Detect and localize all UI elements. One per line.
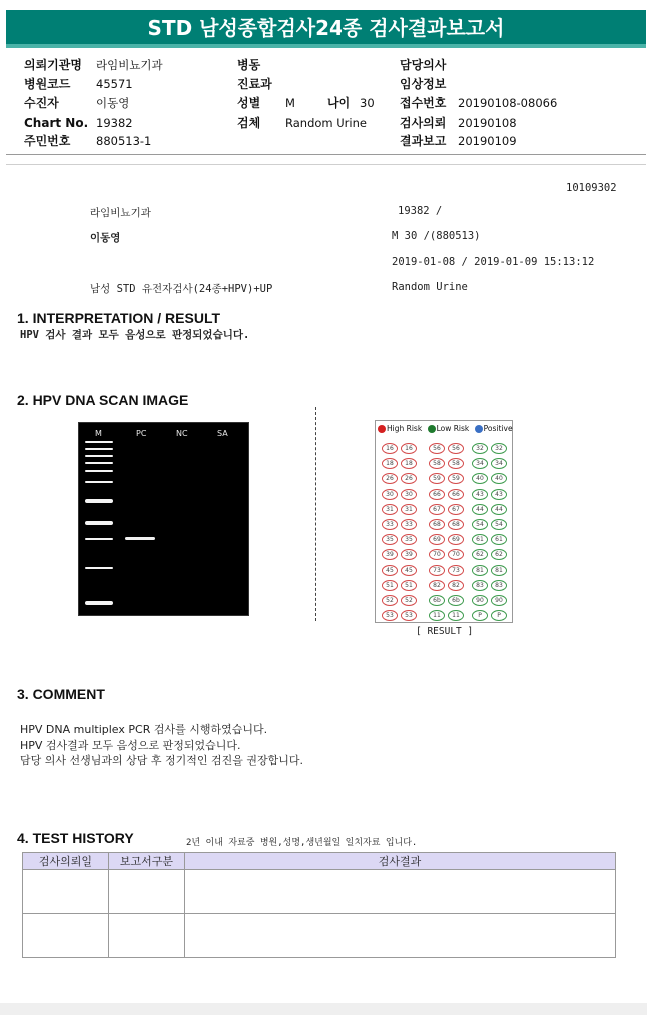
hpv-genotype-spot: P <box>472 610 488 621</box>
info-sex-age: M 30 /(880513) <box>392 230 481 242</box>
hpv-genotype-spot: 30 <box>401 489 417 500</box>
hpv-genotype-spot: 6b <box>429 595 445 606</box>
hpv-genotype-spot: 53 <box>382 610 398 621</box>
scan-caption: [ RESULT ] <box>416 626 474 637</box>
hpv-genotype-spot: 16 <box>401 443 417 454</box>
info-clinic: 라임비뇨기과 <box>90 207 151 219</box>
gel-lane-m: M <box>95 429 102 438</box>
hpv-genotype-spot: 54 <box>491 519 507 530</box>
label-request-date: 검사의뢰 <box>400 116 447 130</box>
hpv-genotype-spot: 44 <box>491 504 507 515</box>
hpv-genotype-spot: 52 <box>401 595 417 606</box>
table-cell <box>109 914 185 958</box>
page-footer-band <box>0 1003 647 1015</box>
image-divider <box>315 407 316 621</box>
value-patient: 이동영 <box>96 96 130 110</box>
hpv-genotype-spot: 66 <box>429 489 445 500</box>
divider-bottom <box>6 164 646 165</box>
hpv-genotype-spot: 31 <box>382 504 398 515</box>
hpv-genotype-spot: 58 <box>429 458 445 469</box>
hpv-genotype-spot: 43 <box>472 489 488 500</box>
label-chart-no: Chart No. <box>24 116 89 130</box>
hpv-genotype-spot: 26 <box>382 473 398 484</box>
value-specimen: Random Urine <box>285 116 367 130</box>
column-header-request-date: 검사의뢰일 <box>23 853 109 870</box>
interpretation-text: HPV 검사 결과 모두 음성으로 판정되었습니다. <box>20 329 250 341</box>
label-sex: 성별 <box>237 96 261 110</box>
hpv-genotype-spot: 62 <box>491 549 507 560</box>
hpv-genotype-spot: 68 <box>429 519 445 530</box>
marker-band <box>85 470 113 472</box>
value-receipt-number: 20190108-08066 <box>458 96 558 110</box>
divider-top <box>6 154 646 155</box>
table-cell <box>23 914 109 958</box>
section-test-history-title: 4. TEST HISTORY <box>17 830 134 846</box>
label-specimen: 검체 <box>237 116 261 130</box>
hpv-genotype-spot: 54 <box>472 519 488 530</box>
hpv-genotype-spot: 70 <box>448 549 464 560</box>
comment-line: HPV 검사결과 모두 음성으로 판정되었습니다. <box>20 739 241 752</box>
hpv-genotype-spot: 18 <box>382 458 398 469</box>
legend-positive: Positive <box>483 424 513 433</box>
hpv-genotype-spot: 69 <box>429 534 445 545</box>
marker-band <box>85 567 113 569</box>
hpv-genotype-spot: 26 <box>401 473 417 484</box>
comment-line: HPV DNA multiplex PCR 검사를 시행하였습니다. <box>20 723 268 736</box>
hpv-genotype-spot: 16 <box>382 443 398 454</box>
hpv-genotype-spot: 56 <box>429 443 445 454</box>
marker-band <box>85 462 113 464</box>
table-row <box>23 870 616 914</box>
table-row <box>23 914 616 958</box>
table-cell <box>23 870 109 914</box>
label-department: 진료과 <box>237 77 272 91</box>
positive-control-band <box>125 537 155 540</box>
label-ward: 병동 <box>237 58 261 72</box>
high-risk-dot <box>378 425 386 433</box>
marker-band <box>85 499 113 503</box>
test-history-table <box>22 852 616 958</box>
hpv-genotype-spot: 11 <box>448 610 464 621</box>
label-receipt-number: 접수번호 <box>400 96 447 110</box>
hpv-genotype-spot: 18 <box>401 458 417 469</box>
test-history-note: 2년 이내 자료중 병원,성명,생년월일 일치자료 입니다. <box>186 838 418 848</box>
hpv-genotype-spot: 56 <box>448 443 464 454</box>
info-test-name: 남성 STD 유전자검사(24종+HPV)+UP <box>90 283 273 295</box>
section-comment-title: 3. COMMENT <box>17 686 105 702</box>
gel-electrophoresis-image <box>78 422 249 616</box>
hpv-genotype-spot: 33 <box>382 519 398 530</box>
hpv-genotype-spot: 62 <box>472 549 488 560</box>
hpv-genotype-spot: 45 <box>382 565 398 576</box>
hpv-genotype-spot: 39 <box>401 549 417 560</box>
hpv-genotype-spot: 31 <box>401 504 417 515</box>
low-risk-dot <box>428 425 436 433</box>
value-chart-no: 19382 <box>96 116 133 130</box>
hpv-genotype-spot: 40 <box>472 473 488 484</box>
label-report-date: 결과보고 <box>400 134 447 148</box>
label-age: 나이 <box>327 96 351 110</box>
value-hospital-code: 45571 <box>96 77 133 91</box>
label-hospital-code: 병원코드 <box>24 77 71 91</box>
hpv-genotype-spot: 69 <box>448 534 464 545</box>
hpv-genotype-spot: 82 <box>429 580 445 591</box>
hpv-genotype-spot: 32 <box>491 443 507 454</box>
hpv-genotype-spot: 59 <box>448 473 464 484</box>
hpv-genotype-spot: 68 <box>448 519 464 530</box>
info-dates: 2019-01-08 / 2019-01-09 15:13:12 <box>392 256 595 268</box>
table-cell <box>185 914 616 958</box>
label-clinical-info: 임상정보 <box>400 77 447 91</box>
hpv-genotype-spot: 73 <box>448 565 464 576</box>
hpv-genotype-spot: 30 <box>382 489 398 500</box>
label-resident-number: 주민번호 <box>24 134 71 148</box>
hpv-genotype-spot: 90 <box>491 595 507 606</box>
hpv-genotype-spot: 67 <box>429 504 445 515</box>
table-cell <box>185 870 616 914</box>
report-title-bar <box>6 10 646 48</box>
report-title: STD 남성종합검사24종 검사결과보고서 <box>147 16 505 40</box>
marker-band <box>85 441 113 443</box>
hpv-genotype-spot: 33 <box>401 519 417 530</box>
gel-lane-nc: NC <box>176 429 188 438</box>
report-code: 10109302 <box>566 182 617 194</box>
hpv-genotype-spot: 51 <box>382 580 398 591</box>
marker-band <box>85 601 113 605</box>
table-header-row <box>23 853 616 870</box>
column-header-result: 검사결과 <box>185 853 616 870</box>
value-age: 30 <box>360 96 375 110</box>
hpv-genotype-spot: 45 <box>401 565 417 576</box>
value-request-date: 20190108 <box>458 116 517 130</box>
hpv-genotype-spot: 59 <box>429 473 445 484</box>
marker-band <box>85 521 113 525</box>
scan-legend <box>378 424 513 433</box>
label-patient: 수진자 <box>24 96 59 110</box>
legend-high-risk: High Risk <box>387 424 423 433</box>
hpv-genotype-spot: 90 <box>472 595 488 606</box>
hpv-scan-result-panel <box>375 420 513 623</box>
hpv-genotype-spot: 32 <box>472 443 488 454</box>
label-requesting-institution: 의뢰기관명 <box>24 58 82 72</box>
marker-band <box>85 448 113 450</box>
hpv-genotype-spot: 35 <box>382 534 398 545</box>
hpv-genotype-spot: 34 <box>472 458 488 469</box>
hpv-genotype-spot: 43 <box>491 489 507 500</box>
hpv-genotype-spot: 40 <box>491 473 507 484</box>
hpv-genotype-spot: 6b <box>448 595 464 606</box>
value-report-date: 20190109 <box>458 134 517 148</box>
hpv-genotype-spot: 70 <box>429 549 445 560</box>
value-requesting-institution: 라임비뇨기과 <box>96 58 163 72</box>
label-attending-doctor: 담당의사 <box>400 58 447 72</box>
marker-band <box>85 455 113 457</box>
hpv-genotype-spot: 83 <box>472 580 488 591</box>
hpv-genotype-spot: 73 <box>429 565 445 576</box>
legend-low-risk: Low Risk <box>436 424 470 433</box>
hpv-genotype-spot: 66 <box>448 489 464 500</box>
hpv-genotype-spot: 83 <box>491 580 507 591</box>
section-scan-image-title: 2. HPV DNA SCAN IMAGE <box>17 392 189 408</box>
value-sex: M <box>285 96 295 110</box>
marker-band <box>85 538 113 540</box>
hpv-genotype-spot: 53 <box>401 610 417 621</box>
hpv-genotype-spot: 44 <box>472 504 488 515</box>
positive-dot <box>475 425 483 433</box>
hpv-genotype-spot: 34 <box>491 458 507 469</box>
hpv-genotype-spot: 58 <box>448 458 464 469</box>
info-specimen: Random Urine <box>392 281 468 293</box>
marker-band <box>85 481 113 483</box>
hpv-genotype-spot: 81 <box>491 565 507 576</box>
hpv-genotype-spot: 51 <box>401 580 417 591</box>
column-header-report-type: 보고서구분 <box>109 853 185 870</box>
hpv-genotype-spot: 35 <box>401 534 417 545</box>
section-interpretation-title: 1. INTERPRETATION / RESULT <box>17 310 221 326</box>
gel-lane-pc: PC <box>136 429 147 438</box>
hpv-genotype-spot: 67 <box>448 504 464 515</box>
hpv-genotype-spot: 81 <box>472 565 488 576</box>
comment-line: 담당 의사 선생님과의 상담 후 정기적인 검진을 권장합니다. <box>20 754 303 767</box>
info-patient: 이동영 <box>90 232 121 244</box>
hpv-genotype-spot: 39 <box>382 549 398 560</box>
hpv-genotype-spot: 82 <box>448 580 464 591</box>
info-chart: 19382 / <box>398 205 443 217</box>
table-cell <box>109 870 185 914</box>
gel-lane-sa: SA <box>217 429 228 438</box>
hpv-genotype-spot: 11 <box>429 610 445 621</box>
hpv-genotype-spot: 61 <box>491 534 507 545</box>
hpv-genotype-spot: 52 <box>382 595 398 606</box>
hpv-genotype-spot: 61 <box>472 534 488 545</box>
hpv-genotype-spot: P <box>491 610 507 621</box>
value-resident-number: 880513-1 <box>96 134 152 148</box>
